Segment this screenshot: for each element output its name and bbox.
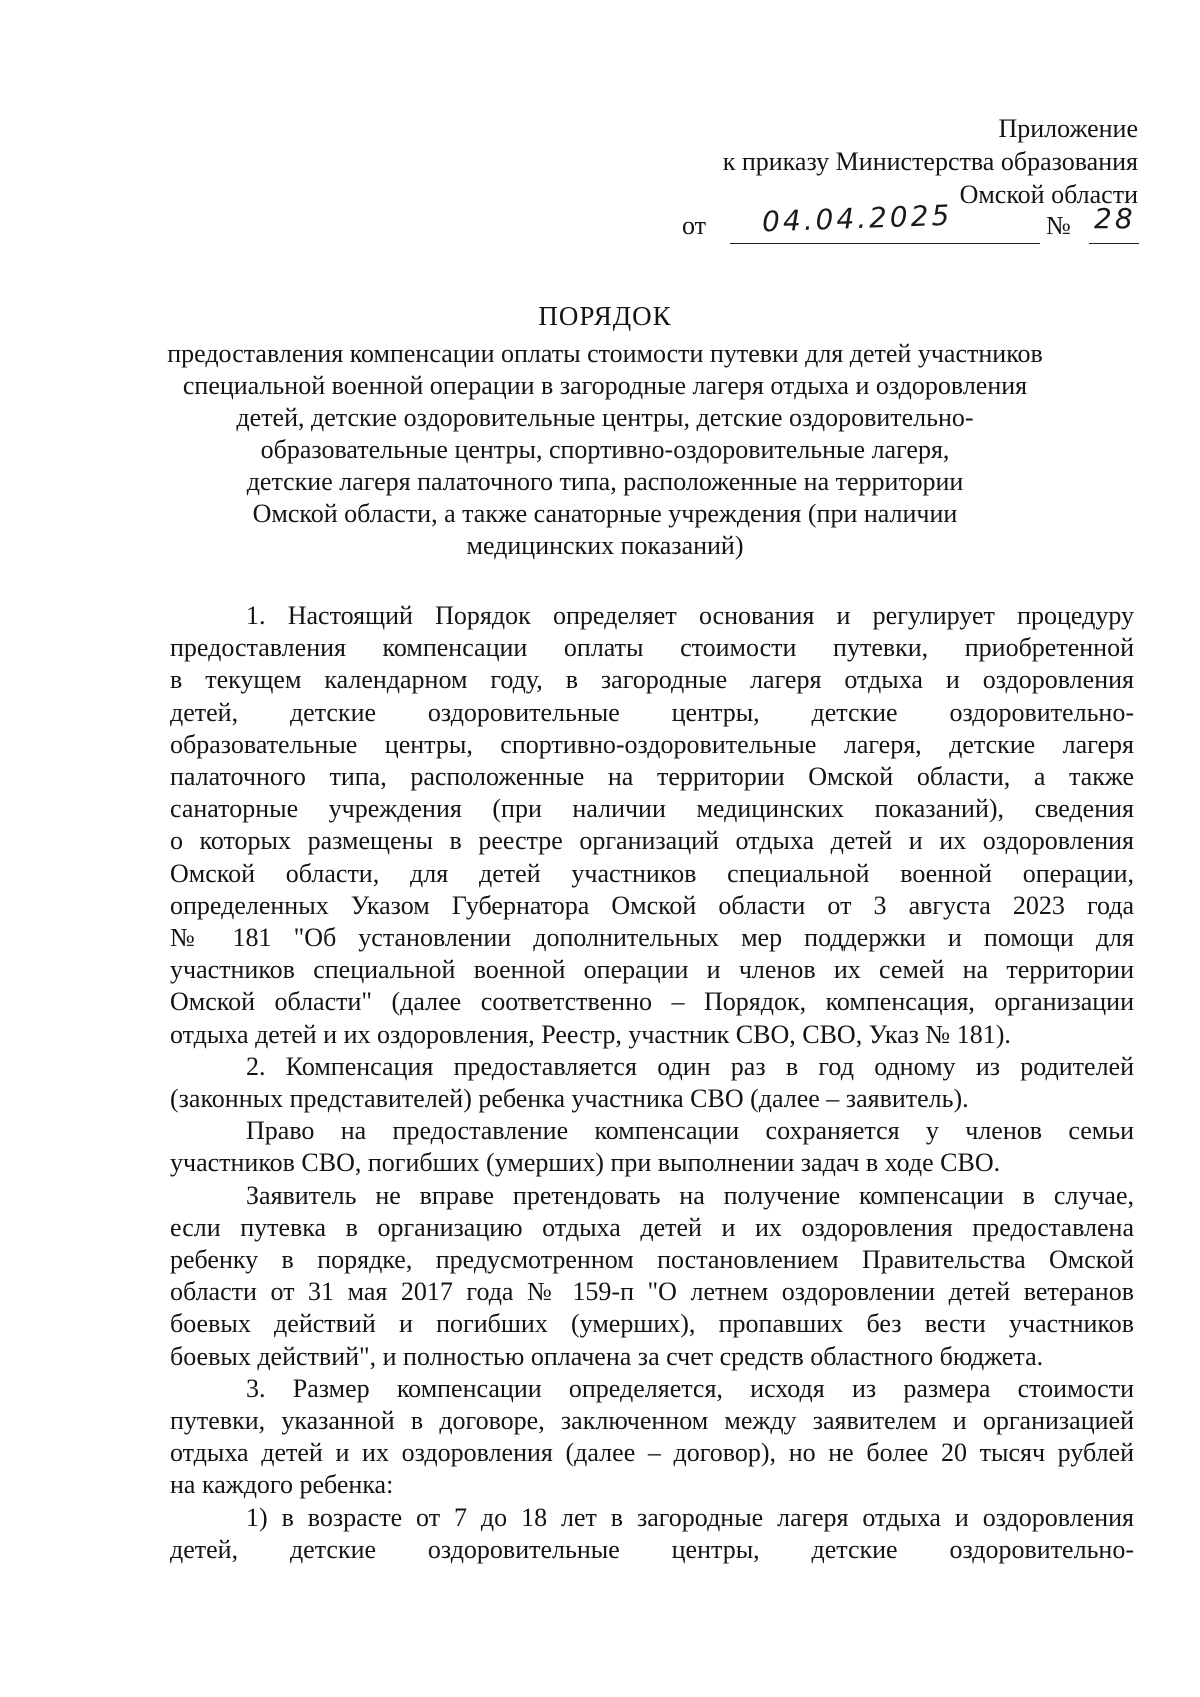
- body-line: на каждого ребенка:: [170, 1470, 394, 1500]
- document-body: [170, 600, 1134, 1566]
- body-line: отдыха детей и их оздоровления, Реестр, участник СВО, СВО, Указ № 181).: [170, 1019, 1011, 1049]
- handwritten-date: 04.04.2025: [761, 198, 953, 239]
- title-line: медицинских показаний): [466, 531, 744, 560]
- date-prefix: от: [682, 211, 707, 240]
- body-line: Омской области" (далее соответственно – Порядок, компенсация, организации: [170, 987, 1134, 1017]
- body-line: боевых действий и погибших (умерших), пропавших без вести участников: [170, 1309, 1134, 1339]
- body-line: Право на предоставление компенсации сохраняется у членов семьи: [246, 1116, 1134, 1146]
- body-line: предоставления компенсации оплаты стоимости путевки, приобретенной: [170, 633, 1134, 663]
- title-line: предоставления компенсации оплаты стоимости путевки для детей участников: [167, 339, 1043, 368]
- body-line: участников СВО, погибших (умерших) при выполнении задач в ходе СВО.: [170, 1148, 1001, 1178]
- title-line: детей, детские оздоровительные центры, детские оздоровительно-: [236, 403, 974, 432]
- body-line: санаторные учреждения (при наличии медицинских показаний), сведения: [170, 794, 1134, 824]
- body-line: боевых действий", и полностью оплачена за счет средств областного бюджета.: [170, 1341, 1044, 1371]
- body-line: путевки, указанной в договоре, заключенном между заявителем и организацией: [170, 1406, 1134, 1436]
- body-line: области от 31 мая 2017 года № 159-п "О летнем оздоровлении детей ветеранов: [170, 1277, 1134, 1307]
- appendix-region: Омской области: [959, 180, 1138, 209]
- body-line: определенных Указом Губернатора Омской области от 3 августа 2023 года: [170, 890, 1134, 920]
- body-line: (законных представителей) ребенка участника СВО (далее – заявитель).: [170, 1084, 969, 1114]
- body-line: если путевка в организацию отдыха детей и их оздоровления предоставлена: [170, 1212, 1134, 1242]
- body-line: № 181 "Об установлении дополнительных мер поддержки и помощи для: [170, 923, 1134, 953]
- body-line: 1. Настоящий Порядок определяет основания и регулирует процедуру: [246, 601, 1134, 630]
- body-line: о которых размещены в реестре организаций отдыха детей и их оздоровления: [170, 826, 1134, 856]
- body-line: детей, детские оздоровительные центры, детские оздоровительно-: [170, 697, 1134, 727]
- handwritten-number: 28: [1094, 202, 1136, 235]
- date-underline: [730, 243, 1040, 244]
- body-line: в текущем календарном году, в загородные лагеря отдыха и оздоровления: [170, 665, 1134, 695]
- body-line: палаточного типа, расположенные на территории Омской области, а также: [170, 762, 1134, 792]
- body-line: образовательные центры, спортивно-оздоровительные лагеря, детские лагеря: [170, 729, 1134, 759]
- title-line: детские лагеря палаточного типа, расположенные на территории: [246, 467, 964, 496]
- number-prefix: №: [1046, 211, 1071, 240]
- title-line: образовательные центры, спортивно-оздоровительные лагеря,: [260, 435, 950, 464]
- title-line: Омской области, а также санаторные учреждения (при наличии: [252, 499, 958, 528]
- document-title-block: [160, 300, 1050, 562]
- number-underline: [1089, 243, 1139, 244]
- body-line: 2. Компенсация предоставляется один раз в год одному из родителей: [246, 1051, 1134, 1081]
- body-line: 1) в возрасте от 7 до 18 лет в загородные лагеря отдыха и оздоровления: [246, 1502, 1134, 1532]
- appendix-header: [723, 112, 1138, 211]
- order-date-number-row: [682, 198, 1139, 246]
- title-line: специальной военной операции в загородные лагеря отдыха и оздоровления: [182, 371, 1028, 400]
- document-heading: ПОРЯДОК: [538, 301, 672, 331]
- body-line: Омской области, для детей участников специальной военной операции,: [170, 858, 1134, 888]
- body-line: отдыха детей и их оздоровления (далее – договор), но не более 20 тысяч рублей: [170, 1438, 1134, 1468]
- body-line: детей, детские оздоровительные центры, детские оздоровительно-: [170, 1534, 1134, 1564]
- appendix-order-ref: к приказу Министерства образования: [722, 147, 1138, 176]
- body-line: ребенку в порядке, предусмотренном постановлением Правительства Омской: [170, 1245, 1134, 1275]
- appendix-title: Приложение: [998, 114, 1138, 143]
- body-line: 3. Размер компенсации определяется, исходя из размера стоимости: [246, 1373, 1134, 1403]
- body-line: Заявитель не вправе претендовать на получение компенсации в случае,: [246, 1180, 1134, 1210]
- body-line: участников специальной военной операции и членов их семей на территории: [170, 955, 1134, 985]
